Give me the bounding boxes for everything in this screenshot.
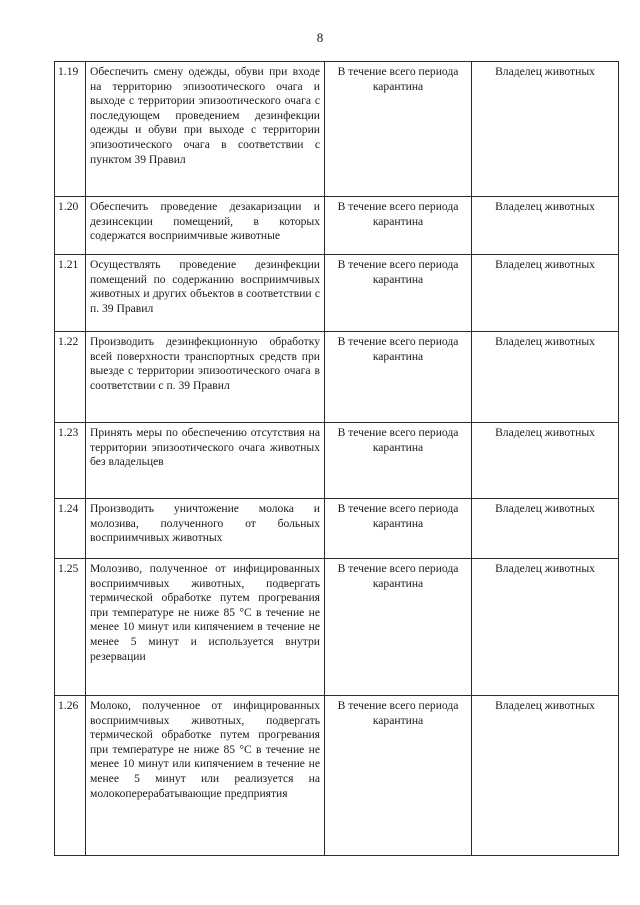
responsible-text: Владелец животных (472, 696, 619, 856)
term-text: В течение всего периода карантина (325, 423, 472, 499)
table-row (55, 423, 619, 499)
term-text: В течение всего периода карантина (325, 255, 472, 332)
responsible-text: Владелец животных (472, 559, 619, 696)
table-row (55, 696, 619, 856)
measure-text: Молоко, полученное от инфицированных восприимчивых животных, подвергать термической обработке путем прогревания при температуре не ниже 85 °С в течение не менее 10 минут или кипячением в течение не менее 5 минут или реализуется на молокоперерабатывающие предприятия (86, 696, 325, 856)
row-number: 1.24 (55, 499, 86, 559)
table-row (55, 197, 619, 255)
term-text: В течение всего периода карантина (325, 499, 472, 559)
row-number: 1.26 (55, 696, 86, 856)
responsible-text: Владелец животных (472, 499, 619, 559)
table-row (55, 559, 619, 696)
row-number: 1.22 (55, 332, 86, 423)
responsible-text: Владелец животных (472, 332, 619, 423)
measure-text: Производить дезинфекционную обработку всей поверхности транспортных средств при выезде с территории эпизоотического очага в соответствии с п. 39 Правил (86, 332, 325, 423)
responsible-text: Владелец животных (472, 423, 619, 499)
term-text: В течение всего периода карантина (325, 696, 472, 856)
measure-text: Обеспечить проведение дезакаризации и дезинсекции помещений, в которых содержатся восприимчивые животные (86, 197, 325, 255)
responsible-text: Владелец животных (472, 197, 619, 255)
page-number: 8 (316, 30, 324, 45)
table-row (55, 499, 619, 559)
row-number: 1.23 (55, 423, 86, 499)
measure-text: Обеспечить смену одежды, обуви при входе на территорию эпизоотического очага и выходе с территории эпизоотического очага с последующем проведением дезинфекции одежды и обуви при выходе с территории эпизоотического очага в соответствии с пунктом 39 Правил (86, 62, 325, 197)
row-number: 1.20 (55, 197, 86, 255)
row-number: 1.21 (55, 255, 86, 332)
table-row (55, 255, 619, 332)
term-text: В течение всего периода карантина (325, 197, 472, 255)
table-row (55, 62, 619, 197)
term-text: В течение всего периода карантина (325, 62, 472, 197)
measure-text: Производить уничтожение молока и молозива, полученного от больных восприимчивых животных (86, 499, 325, 559)
term-text: В течение всего периода карантина (325, 559, 472, 696)
responsible-text: Владелец животных (472, 62, 619, 197)
term-text: В течение всего периода карантина (325, 332, 472, 423)
measures-table (54, 61, 619, 856)
row-number: 1.25 (55, 559, 86, 696)
row-number: 1.19 (55, 62, 86, 197)
table-row (55, 332, 619, 423)
responsible-text: Владелец животных (472, 255, 619, 332)
measure-text: Молозиво, полученное от инфицированных восприимчивых животных, подвергать термической обработке путем прогревания при температуре не ниже 85 °С в течение не менее 10 минут или кипячением в течение не менее 5 минут и используется внутри резервации (86, 559, 325, 696)
measure-text: Принять меры по обеспечению отсутствия на территории эпизоотического очага животных без владельцев (86, 423, 325, 499)
measure-text: Осуществлять проведение дезинфекции помещений по содержанию восприимчивых животных и других объектов в соответствии с п. 39 Правил (86, 255, 325, 332)
